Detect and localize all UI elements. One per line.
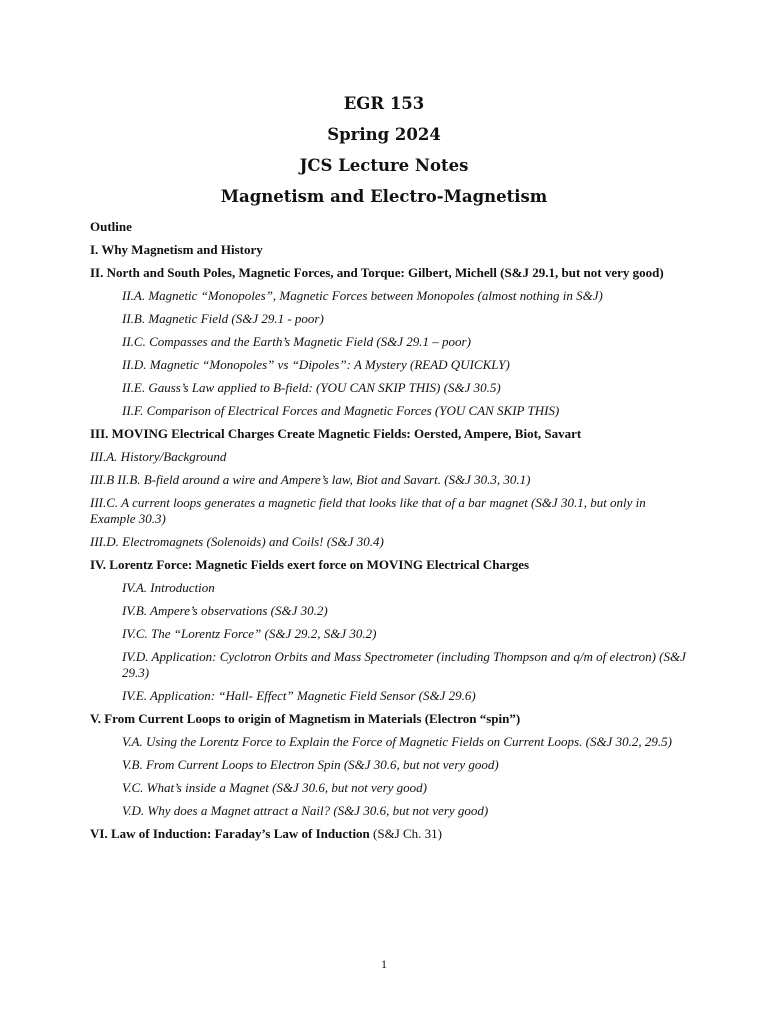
- section-heading-reference: (S&J Ch. 31): [369, 826, 443, 841]
- subsection-item: V.D. Why does a Magnet attract a Nail? (S&J 30.6, but not very good): [122, 803, 489, 818]
- section-heading: [90, 557, 690, 573]
- subsection-item: IV.E. Application: “Hall- Effect” Magnetic Field Sensor (S&J 29.6): [122, 688, 476, 703]
- notes-title: JCS Lecture Notes: [299, 156, 469, 175]
- subsection-item: II.F. Comparison of Electrical Forces and Magnetic Forces (YOU CAN SKIP THIS): [122, 403, 560, 418]
- subsection-item: V.B. From Current Loops to Electron Spin (S&J 30.6, but not very good): [122, 757, 499, 772]
- section-heading: [90, 426, 690, 442]
- subsection-item: III.A. History/Background: [90, 449, 227, 464]
- subsection-item: II.C. Compasses and the Earth’s Magnetic Field (S&J 29.1 – poor): [122, 334, 471, 349]
- section-heading-text: IV. Lorentz Force: Magnetic Fields exert force on MOVING Electrical Charges: [90, 557, 530, 572]
- section-heading: [90, 265, 690, 281]
- section-heading: [90, 242, 690, 258]
- subsection-item: V.A. Using the Lorentz Force to Explain the Force of Magnetic Fields on Current Loops. (S&J 30.2, 29.5): [122, 734, 672, 749]
- section-heading-text: VI. Law of Induction: Faraday’s Law of Induction: [90, 826, 370, 841]
- subsection-item: IV.C. The “Lorentz Force” (S&J 29.2, S&J 30.2): [122, 626, 377, 641]
- page-number: 1: [381, 957, 387, 971]
- subsection-item: IV.B. Ampere’s observations (S&J 30.2): [122, 603, 328, 618]
- outline-label: Outline: [90, 219, 132, 234]
- subsection-item: III.C. A current loops generates a magnetic field that looks like that of a bar magnet (S&J 30.1, but only in Example 30.3): [90, 495, 646, 526]
- subsection-item: III.D. Electromagnets (Solenoids) and Coils! (S&J 30.4): [90, 534, 384, 549]
- subsection-item: IV.D. Application: Cyclotron Orbits and Mass Spectrometer (including Thompson and q/m of electron) (S&J 29.3): [122, 649, 686, 680]
- course-code: EGR 153: [343, 94, 425, 113]
- subsection-item: II.B. Magnetic Field (S&J 29.1 - poor): [122, 311, 324, 326]
- section-heading: [90, 826, 690, 842]
- subsection-item: II.D. Magnetic “Monopoles” vs “Dipoles”: A Mystery (READ QUICKLY): [122, 357, 510, 372]
- outline-content: [90, 219, 690, 849]
- section-heading-text: II. North and South Poles, Magnetic Forces, and Torque: Gilbert, Michell (S&J 29.1, but not very good): [90, 265, 664, 280]
- section-heading: [90, 711, 690, 727]
- subsection-item: II.E. Gauss’s Law applied to B-field: (YOU CAN SKIP THIS) (S&J 30.5): [122, 380, 501, 395]
- subsection-item: V.C. What’s inside a Magnet (S&J 30.6, but not very good): [122, 780, 427, 795]
- subsection-item: II.A. Magnetic “Monopoles”, Magnetic Forces between Monopoles (almost nothing in S&J): [122, 288, 603, 303]
- subsection-item: IV.A. Introduction: [122, 580, 215, 595]
- section-heading-text: I. Why Magnetism and History: [90, 242, 263, 257]
- topic-title: Magnetism and Electro-Magnetism: [220, 187, 548, 206]
- section-heading-text: III. MOVING Electrical Charges Create Magnetic Fields: Oersted, Ampere, Biot, Savart: [90, 426, 582, 441]
- section-heading-text: V. From Current Loops to origin of Magnetism in Materials (Electron “spin”): [90, 711, 521, 726]
- subsection-item: III.B II.B. B-field around a wire and Ampere’s law, Biot and Savart. (S&J 30.3, 30.1): [90, 472, 531, 487]
- term: Spring 2024: [327, 125, 441, 144]
- title-block: [0, 88, 768, 212]
